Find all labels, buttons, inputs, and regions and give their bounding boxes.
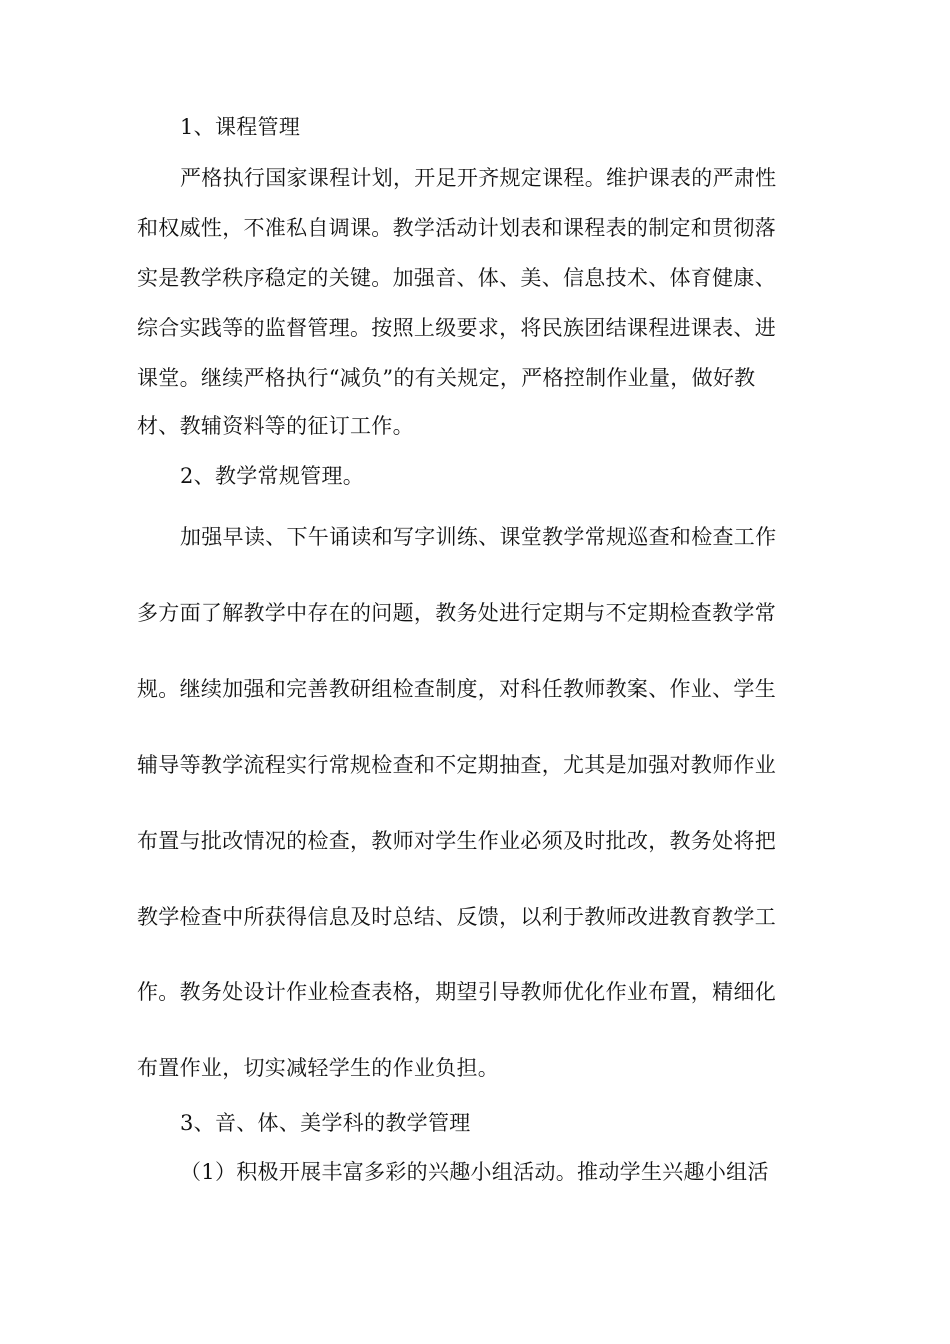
section-1-line-3: 实是教学秩序稳定的关键。加强音、体、美、信息技术、体育健康、 xyxy=(137,266,776,290)
section-3-item-1: （1）积极开展丰富多彩的兴趣小组活动。推动学生兴趣小组活 xyxy=(180,1160,769,1184)
section-3-heading: 3、音、体、美学科的教学管理 xyxy=(180,1111,471,1135)
section-1-line-5: 课堂。继续严格执行“减负”的有关规定，严格控制作业量，做好教 xyxy=(137,366,756,390)
section-2-line-5: 布置与批改情况的检查，教师对学生作业必须及时批改，教务处将把 xyxy=(137,829,776,853)
section-2-line-7: 作。教务处设计作业检查表格，期望引导教师优化作业布置，精细化 xyxy=(137,980,776,1004)
section-2-heading: 2、教学常规管理。 xyxy=(180,464,365,488)
section-2-line-3: 规。继续加强和完善教研组检查制度，对科任教师教案、作业、学生 xyxy=(137,677,776,701)
section-2-line-8: 布置作业，切实减轻学生的作业负担。 xyxy=(137,1056,500,1080)
section-2-line-2: 多方面了解教学中存在的问题，教务处进行定期与不定期检查教学常 xyxy=(137,601,776,625)
section-1-heading: 1、课程管理 xyxy=(180,115,301,139)
section-2-line-1: 加强早读、下午诵读和写字训练、课堂教学常规巡查和检查工作 xyxy=(180,525,777,549)
section-1-line-1: 严格执行国家课程计划，开足开齐规定课程。维护课表的严肃性 xyxy=(180,166,777,190)
section-2-line-4: 辅导等教学流程实行常规检查和不定期抽查，尤其是加强对教师作业 xyxy=(137,753,776,777)
section-1-line-2: 和权威性，不准私自调课。教学活动计划表和课程表的制定和贯彻落 xyxy=(137,216,776,240)
section-1-line-4: 综合实践等的监督管理。按照上级要求，将民族团结课程进课表、进 xyxy=(137,316,776,340)
section-2-line-6: 教学检查中所获得信息及时总结、反馈，以利于教师改进教育教学工 xyxy=(137,905,776,929)
section-1-line-6: 材、教辅资料等的征订工作。 xyxy=(137,414,414,438)
